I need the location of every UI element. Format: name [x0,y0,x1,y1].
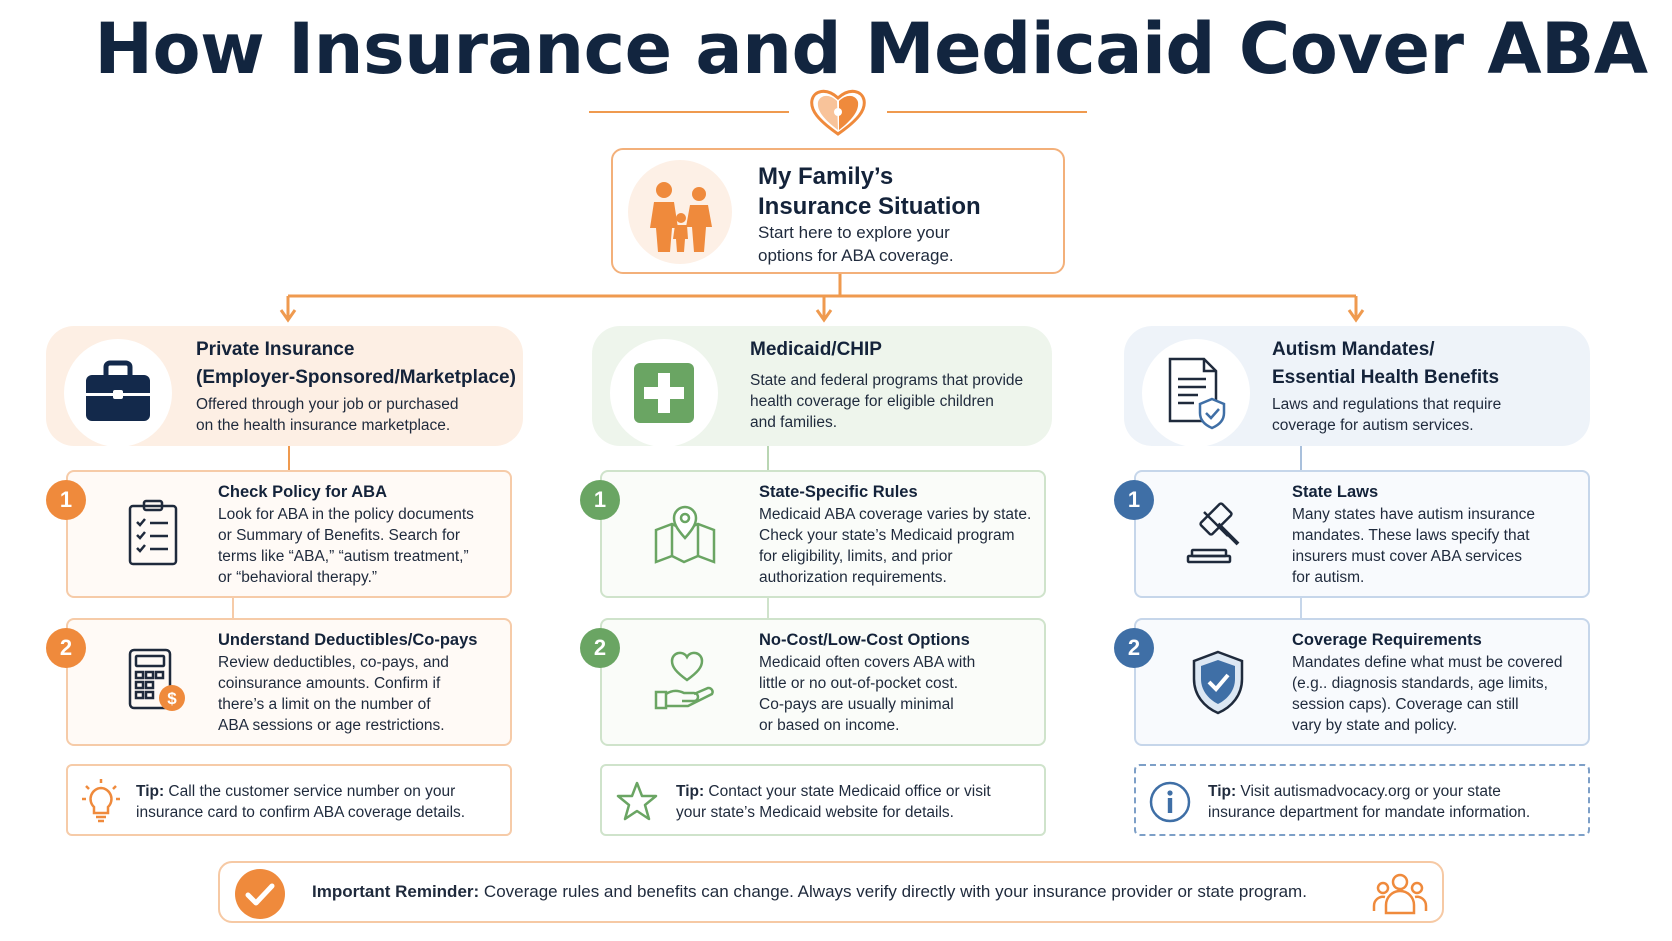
mandates-step-1-card [1134,470,1590,598]
private-step-2-line4: ABA sessions or age restrictions. [218,717,445,734]
mandates-step-1-desc [1292,504,1535,588]
checklist-icon [126,498,182,568]
briefcase-icon [64,339,172,447]
info-icon [1148,780,1192,824]
document-shield-icon-circle [1142,339,1250,447]
private-tip-line1: Call the customer service number on your [164,783,456,800]
mandates-step-1-badge: 1 [1114,480,1154,520]
important-reminder-bar [218,861,1444,923]
medicaid-step-2-badge: 2 [580,628,620,668]
medicaid-step-1-line2: Check your state’s Medicaid program [759,527,1015,544]
private-insurance-title-line1: Private Insurance [196,339,355,360]
family-icon-circle [628,160,732,264]
medicaid-tip-label: Tip: [676,783,705,800]
mandates-step-2-line1: Mandates define what must be covered [1292,654,1563,671]
private-step-2-line2: coinsurance amounts. Confirm if [218,675,441,692]
mandates-step-2-card [1134,618,1590,746]
star-icon [616,780,658,822]
mandates-tip-line2: insurance department for mandate information. [1208,804,1531,821]
private-step-1-desc [218,504,474,588]
private-step-2-line3: there’s a limit on the number of [218,696,431,713]
mandates-step-2-badge: 2 [1114,628,1154,668]
mandates-step-2-desc [1292,652,1563,736]
medicaid-tip-text [676,781,991,823]
map-pin-icon [652,502,718,566]
medicaid-step-2-card [600,618,1046,746]
mandates-step-2-line3: session caps). Coverage can still [1292,696,1519,713]
medicaid-step-1-desc [759,504,1031,588]
mandates-step-2-title: Coverage Requirements [1292,631,1482,649]
private-tip-text [136,781,465,823]
private-insurance-desc [196,394,459,436]
private-tip-label: Tip: [136,783,165,800]
medicaid-step-1-badge: 1 [580,480,620,520]
medicaid-connector [767,446,769,470]
private-insurance-desc-line1: Offered through your job or purchased [196,396,459,413]
mandates-desc-line1: Laws and regulations that require [1272,396,1502,413]
family-box-subtitle-line1: Start here to explore your [758,223,950,242]
medicaid-step-connector [767,598,769,618]
mandates-tip-box [1134,764,1590,836]
medicaid-step-1-title: State-Specific Rules [759,483,918,501]
medicaid-category [592,326,1052,446]
checkmark-icon [234,868,286,920]
private-tip-line2: insurance card to confirm ABA coverage details. [136,804,466,821]
mandates-desc-line2: coverage for autism services. [1272,417,1474,434]
private-connector [288,446,290,470]
private-step-2-desc [218,652,449,736]
title-divider-left [589,111,789,113]
private-step-connector [232,598,234,618]
family-box-title-line1: My Family’s [758,163,894,190]
mandates-connector [1300,446,1302,470]
page-title: How Insurance and Medicaid Cover ABA [94,8,1648,90]
mandates-title-line2: Essential Health Benefits [1272,367,1500,388]
medical-cross-icon [610,339,718,447]
private-step-2-title: Understand Deductibles/Co-pays [218,631,478,649]
document-shield-icon [1142,339,1250,447]
private-step-1-line1: Look for ABA in the policy documents [218,506,474,523]
medicaid-step-2-line4: or based on income. [759,717,900,734]
shield-check-icon [1188,648,1248,716]
medicaid-desc [750,370,1023,433]
private-step-1-line2: or Summary of Benefits. Search for [218,527,461,544]
medicaid-desc-line2: health coverage for eligible children [750,393,994,410]
private-step-2-badge: 2 [46,628,86,668]
mandates-step-1-line2: mandates. These laws specify that [1292,527,1530,544]
medicaid-step-2-line1: Medicaid often covers ABA with [759,654,976,671]
mandates-step-1-title: State Laws [1292,483,1379,501]
reminder-message: Coverage rules and benefits can change. Always verify directly with your insurance provider or state program. [479,882,1307,901]
family-box-subtitle-line2: options for ABA coverage. [758,246,954,265]
medicaid-tip-line1: Contact your state Medicaid office or visit [704,783,991,800]
lightbulb-icon [80,778,122,824]
medicaid-title: Medicaid/CHIP [750,339,882,360]
family-icon [628,160,732,264]
medicaid-step-2-line2: little or no out-of-pocket cost. [759,675,959,692]
mandates-step-2-line4: vary by state and policy. [1292,717,1458,734]
private-tip-box [66,764,512,836]
mandates-step-connector [1300,598,1302,618]
medical-cross-icon-circle [610,339,718,447]
reminder-label: Important Reminder: [312,882,480,901]
mandates-tip-text [1208,781,1530,823]
medicaid-step-1-line4: authorization requirements. [759,569,947,586]
private-insurance-title [196,336,516,392]
medicaid-desc-line1: State and federal programs that provide [750,372,1024,389]
family-box-subtitle [758,221,954,267]
mandates-title-line1: Autism Mandates/ [1272,339,1435,360]
branch-connector [0,270,1672,330]
mandates-step-1-line1: Many states have autism insurance [1292,506,1535,523]
private-step-1-badge: 1 [46,480,86,520]
medicaid-tip-box [600,764,1046,836]
heart-puzzle-icon [808,86,868,138]
family-box-title-line2: Insurance Situation [758,193,981,220]
gavel-icon [1186,500,1252,566]
mandates-step-2-line2: (e.g.. diagnosis standards, age limits, [1292,675,1548,692]
medicaid-step-2-desc [759,652,975,736]
medicaid-step-1-card [600,470,1046,598]
private-step-1-line3: terms like “ABA,” “autism treatment,” [218,548,469,565]
private-step-1-title: Check Policy for ABA [218,483,388,501]
private-insurance-category [46,326,523,446]
svg-text:$: $ [167,689,177,708]
mandates-tip-line1: Visit autismadvocacy.org or your state [1236,783,1501,800]
heart-hand-icon [652,646,722,712]
private-insurance-desc-line2: on the health insurance marketplace. [196,417,451,434]
medicaid-step-1-line1: Medicaid ABA coverage varies by state. [759,506,1032,523]
medicaid-tip-line2: your state’s Medicaid website for details. [676,804,954,821]
reminder-text [312,881,1307,903]
mandates-title [1272,336,1499,392]
private-step-2-line1: Review deductibles, co-pays, and [218,654,449,671]
title-divider-right [887,111,1087,113]
medicaid-step-2-line3: Co-pays are usually minimal [759,696,954,713]
mandates-tip-label: Tip: [1208,783,1237,800]
family-box-title [758,162,981,222]
private-step-2-card [66,618,512,746]
private-step-1-line4: or “behavioral therapy.” [218,569,378,586]
briefcase-icon-circle [64,339,172,447]
private-insurance-title-line2: (Employer-Sponsored/Marketplace) [196,367,516,388]
family-situation-box [611,148,1065,274]
medicaid-step-1-line3: for eligibility, limits, and prior [759,548,953,565]
people-icon [1372,869,1428,917]
mandates-step-1-line4: for autism. [1292,569,1365,586]
calculator-icon [126,646,188,716]
mandates-desc [1272,394,1501,436]
medicaid-step-2-title: No-Cost/Low-Cost Options [759,631,970,649]
medicaid-desc-line3: and families. [750,414,838,431]
mandates-step-1-line3: insurers must cover ABA services [1292,548,1522,565]
mandates-category [1124,326,1590,446]
private-step-1-card [66,470,512,598]
